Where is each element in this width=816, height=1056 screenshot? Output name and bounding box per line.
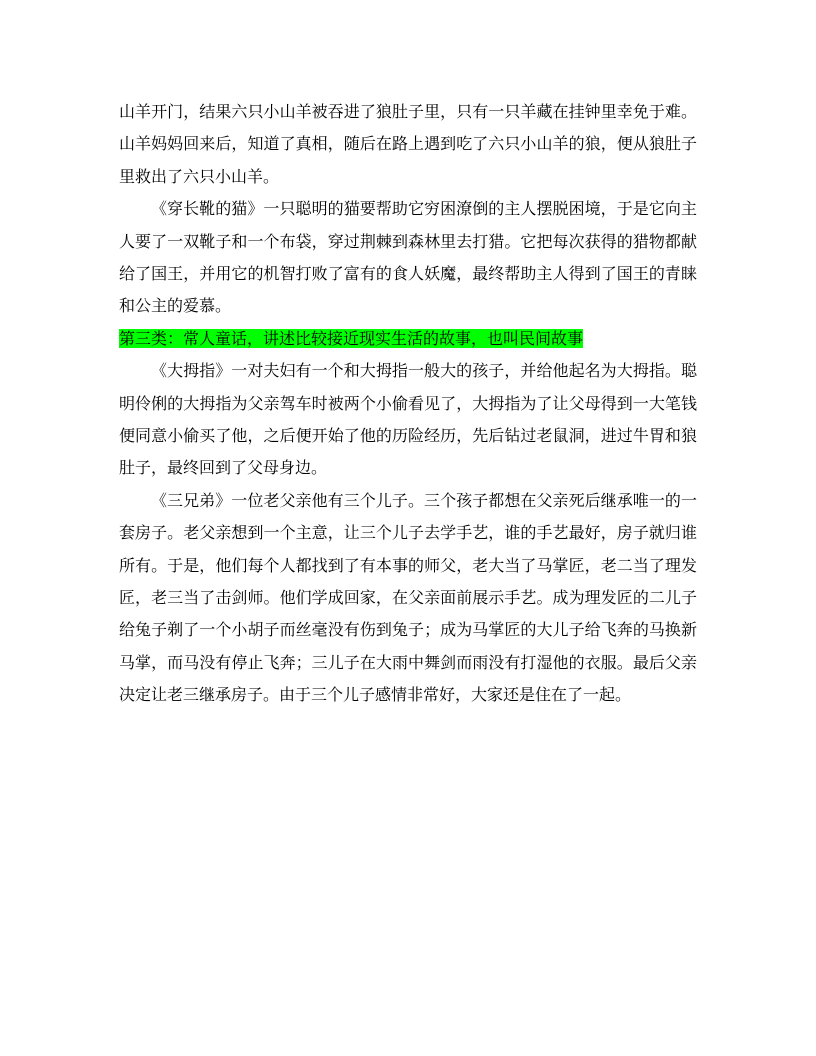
paragraph-thumbling: 《大拇指》一对夫妇有一个和大拇指一般大的孩子，并给他起名为大拇指。聪明伶俐的大拇指为父亲驾车时被两个小偷看见了，大拇指为了让父母得到一大笔钱便同意小偷买了他，之后便开始了他的历险经历，先后钻过老鼠洞，进过牛胃和狼肚子，最终回到了父母身边。: [119, 361, 697, 478]
section-heading: [119, 323, 697, 355]
highlighted-heading-text: 第三类：常人童话，讲述比较接近现实生活的故事，也叫民间故事: [119, 328, 584, 348]
paragraph-seven-goats-ending: 山羊开门，结果六只小山羊被吞进了狼肚子里，只有一只羊藏在挂钟里幸免于难。山羊妈妈回来后，知道了真相，随后在路上遇到吃了六只小山羊的狼，便从狼肚子里救出了六只小山羊。: [119, 102, 697, 186]
document-page: [119, 96, 697, 712]
paragraph-three-brothers: 《三兄弟》一位老父亲他有三个儿子。三个孩子都想在父亲死后继承唯一的一套房子。老父亲想到一个主意，让三个儿子去学手艺，谁的手艺最好，房子就归谁所有。于是，他们每个人都找到了有本事的师父，老大当了马掌匠，老二当了理发匠，老三当了击剑师。他们学成回家，在父亲面前展示手艺。成为理发匠的二儿子给兔子剃了一个小胡子而丝毫没有伤到兔子；成为马掌匠的大儿子给飞奔的马换新马掌，而马没有停止飞奔；三儿子在大雨中舞剑而雨没有打湿他的衣服。最后父亲决定让老三继承房子。由于三个儿子感情非常好，大家还是住在了一起。: [119, 490, 697, 705]
paragraph-puss-in-boots: 《穿长靴的猫》一只聪明的猫要帮助它穷困潦倒的主人摆脱困境，于是它向主人要了一双靴子和一个布袋，穿过荆棘到森林里去打猎。它把每次获得的猎物都献给了国王，并用它的机智打败了富有的食人妖魔，最终帮助主人得到了国王的青睐和公主的爱慕。: [119, 199, 697, 316]
